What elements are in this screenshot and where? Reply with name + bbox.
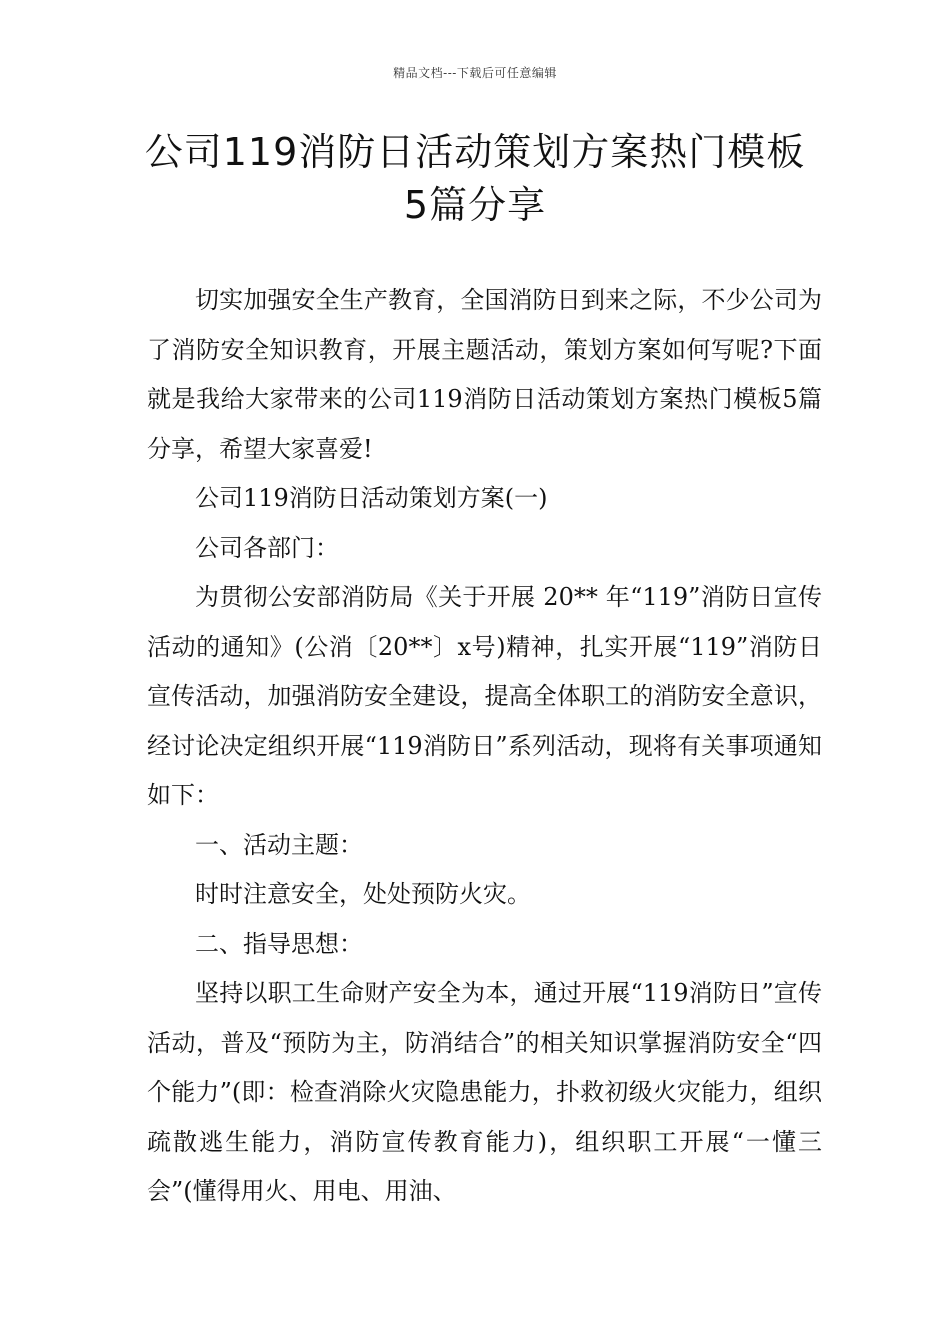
notice-paragraph: 为贯彻公安部消防局《关于开展 20** 年“119”消防日宣传活动的通知》(公消〔20**〕x号)精神，扎实开展“119”消防日宣传活动，加强消防安全建设，提高全体职工的消防安全意识，经讨论决定组织开展“119消防日”系列活动，现将有关事项通知如下： <box>147 583 822 809</box>
activity-theme-text: 时时注意安全，处处预防火灾。 <box>195 880 531 908</box>
heading-activity-theme: 一、活动主题： <box>195 830 363 859</box>
document-title <box>120 126 830 232</box>
heading-guiding-ideology: 二、指导思想： <box>195 929 363 958</box>
document-title-line-2: 5篇分享 <box>403 183 547 227</box>
salutation: 公司各部门： <box>195 533 339 562</box>
section-heading-plan-one: 公司119消防日活动策划方案(一) <box>195 484 548 512</box>
guiding-ideology-paragraph: 坚持以职工生命财产安全为本，通过开展“119消防日”宣传活动，普及“预防为主，防消结合”的相关知识掌握消防安全“四个能力”(即：检查消除火灾隐患能力，扑救初级火灾能力，组织疏散逃生能力，消防宣传教育能力)，组织职工开展“一懂三会”(懂得用火、用电、用油、 <box>147 979 822 1205</box>
document-body <box>147 276 822 1217</box>
page-header: 精品文档---下载后可任意编辑 <box>393 66 557 80</box>
document-title-line-1: 公司119消防日活动策划方案热门模板 <box>144 130 806 174</box>
intro-paragraph: 切实加强安全生产教育，全国消防日到来之际，不少公司为了消防安全知识教育，开展主题活动，策划方案如何写呢?下面就是我给大家带来的公司119消防日活动策划方案热门模板5篇分享，希望大家喜爱! <box>147 286 822 463</box>
